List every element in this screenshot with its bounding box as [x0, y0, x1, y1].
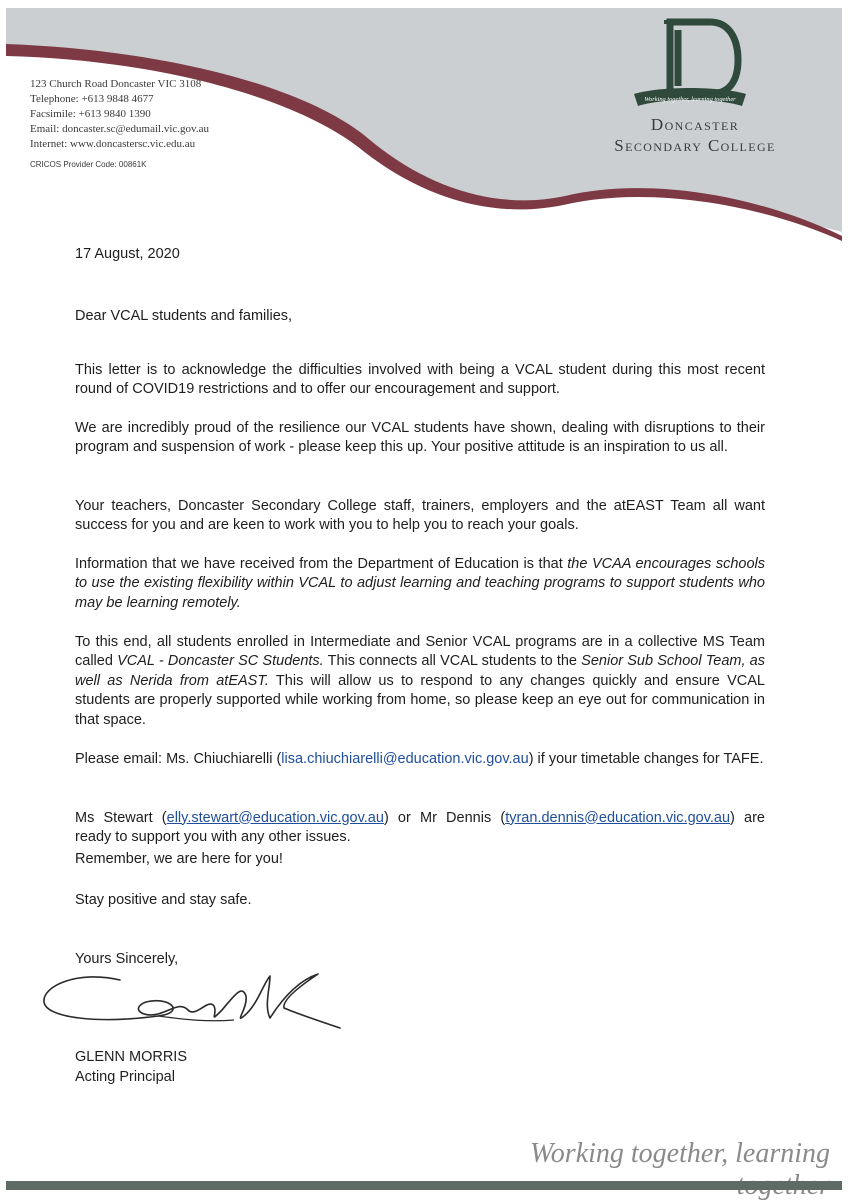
school-name-line1: Doncaster: [650, 115, 740, 134]
paragraph-4-text: Information that we have received from the Department of Education is that: [75, 555, 568, 572]
paragraph-4-quote: the VCAA encourages schools to use the existing flexibility within VCAL to adjust learning and teaching programs to support students who may be learning remotely.: [75, 555, 765, 611]
paragraph-5-c: This connects all VCAL students to the: [323, 653, 582, 669]
address: 123 Church Road Doncaster VIC 3108: [30, 78, 202, 90]
dennis-email-link[interactable]: tyran.dennis@education.vic.gov.au: [505, 809, 731, 826]
signature-icon: [38, 966, 348, 1036]
school-name: [585, 114, 805, 156]
paragraph-7-b: ) or Mr Dennis (: [383, 809, 506, 826]
email: Email: doncaster.sc@edumail.vic.gov.au: [30, 123, 209, 135]
paragraph-6-a: Please email: Ms. Chiuchiarelli (: [75, 750, 282, 767]
telephone: Telephone: +613 9848 4677: [30, 93, 154, 105]
facsimile: Facsimile: +613 9840 1390: [30, 108, 151, 120]
chiuchiarelli-email-link[interactable]: lisa.chiuchiarelli@education.vic.gov.au: [281, 750, 529, 767]
paragraph-6: [75, 750, 765, 770]
remember-line: Remember, we are here for you!: [75, 851, 283, 867]
cricos-code: CRICOS Provider Code: 00861K: [30, 160, 147, 169]
paragraph-2: We are incredibly proud of the resilience our VCAL students have shown, dealing with disruptions to their program and suspension of work - please keep this up. Your positive attitude is an inspiration to us all.: [75, 419, 765, 455]
paragraph-7-c: ) are ready to support you with any other issues.: [75, 809, 765, 845]
school-logo-icon: [630, 16, 750, 110]
paragraph-3: Your teachers, Doncaster Secondary College staff, trainers, employers and the atEAST Team all want success for you and are keen to work with you to help you to reach your goals.: [75, 497, 765, 533]
paragraph-5-e: This will allow us to respond to any changes quickly and ensure VCAL students are properly supported while working from home, so please keep an eye out for communication in that space.: [75, 672, 765, 728]
contact-block: [30, 77, 209, 172]
logo-ribbon-text: Working together, learning together: [644, 96, 736, 103]
letter-date: 17 August, 2020: [75, 246, 180, 262]
paragraph-1: This letter is to acknowledge the difficulties involved with being a VCAL student during this most recent round of COVID19 restrictions and to offer our encouragement and support.: [75, 361, 765, 397]
footer-tagline: Working together, learning: [530, 1138, 830, 1169]
sub-school-team: Senior Sub School Team, as well as Nerida from atEAST.: [75, 653, 765, 689]
paragraph-5-a: To this end, all students enrolled in Intermediate and Senior VCAL programs are in a collective MS Team called: [75, 633, 765, 669]
yours-sincerely: Yours Sincerely,: [75, 951, 179, 967]
signer-title: Acting Principal: [75, 1069, 175, 1085]
signer-name: GLENN MORRIS: [75, 1049, 187, 1065]
team-name: VCAL - Doncaster SC Students.: [117, 653, 324, 669]
stewart-email-link[interactable]: elly.stewart@education.vic.gov.au: [166, 809, 384, 826]
paragraph-7: [75, 809, 765, 848]
paragraph-4: [75, 555, 765, 614]
school-name-line2: Secondary College: [614, 136, 776, 155]
footer-bar: [6, 1181, 842, 1190]
paragraph-6-b: ) if your timetable changes for TAFE.: [528, 750, 764, 767]
stay-safe-line: Stay positive and stay safe.: [75, 892, 252, 908]
website: Internet: www.doncastersc.vic.edu.au: [30, 138, 196, 150]
salutation: Dear VCAL students and families,: [75, 308, 293, 324]
paragraph-5: [75, 633, 765, 731]
paragraph-7-a: Ms Stewart (: [75, 809, 167, 826]
